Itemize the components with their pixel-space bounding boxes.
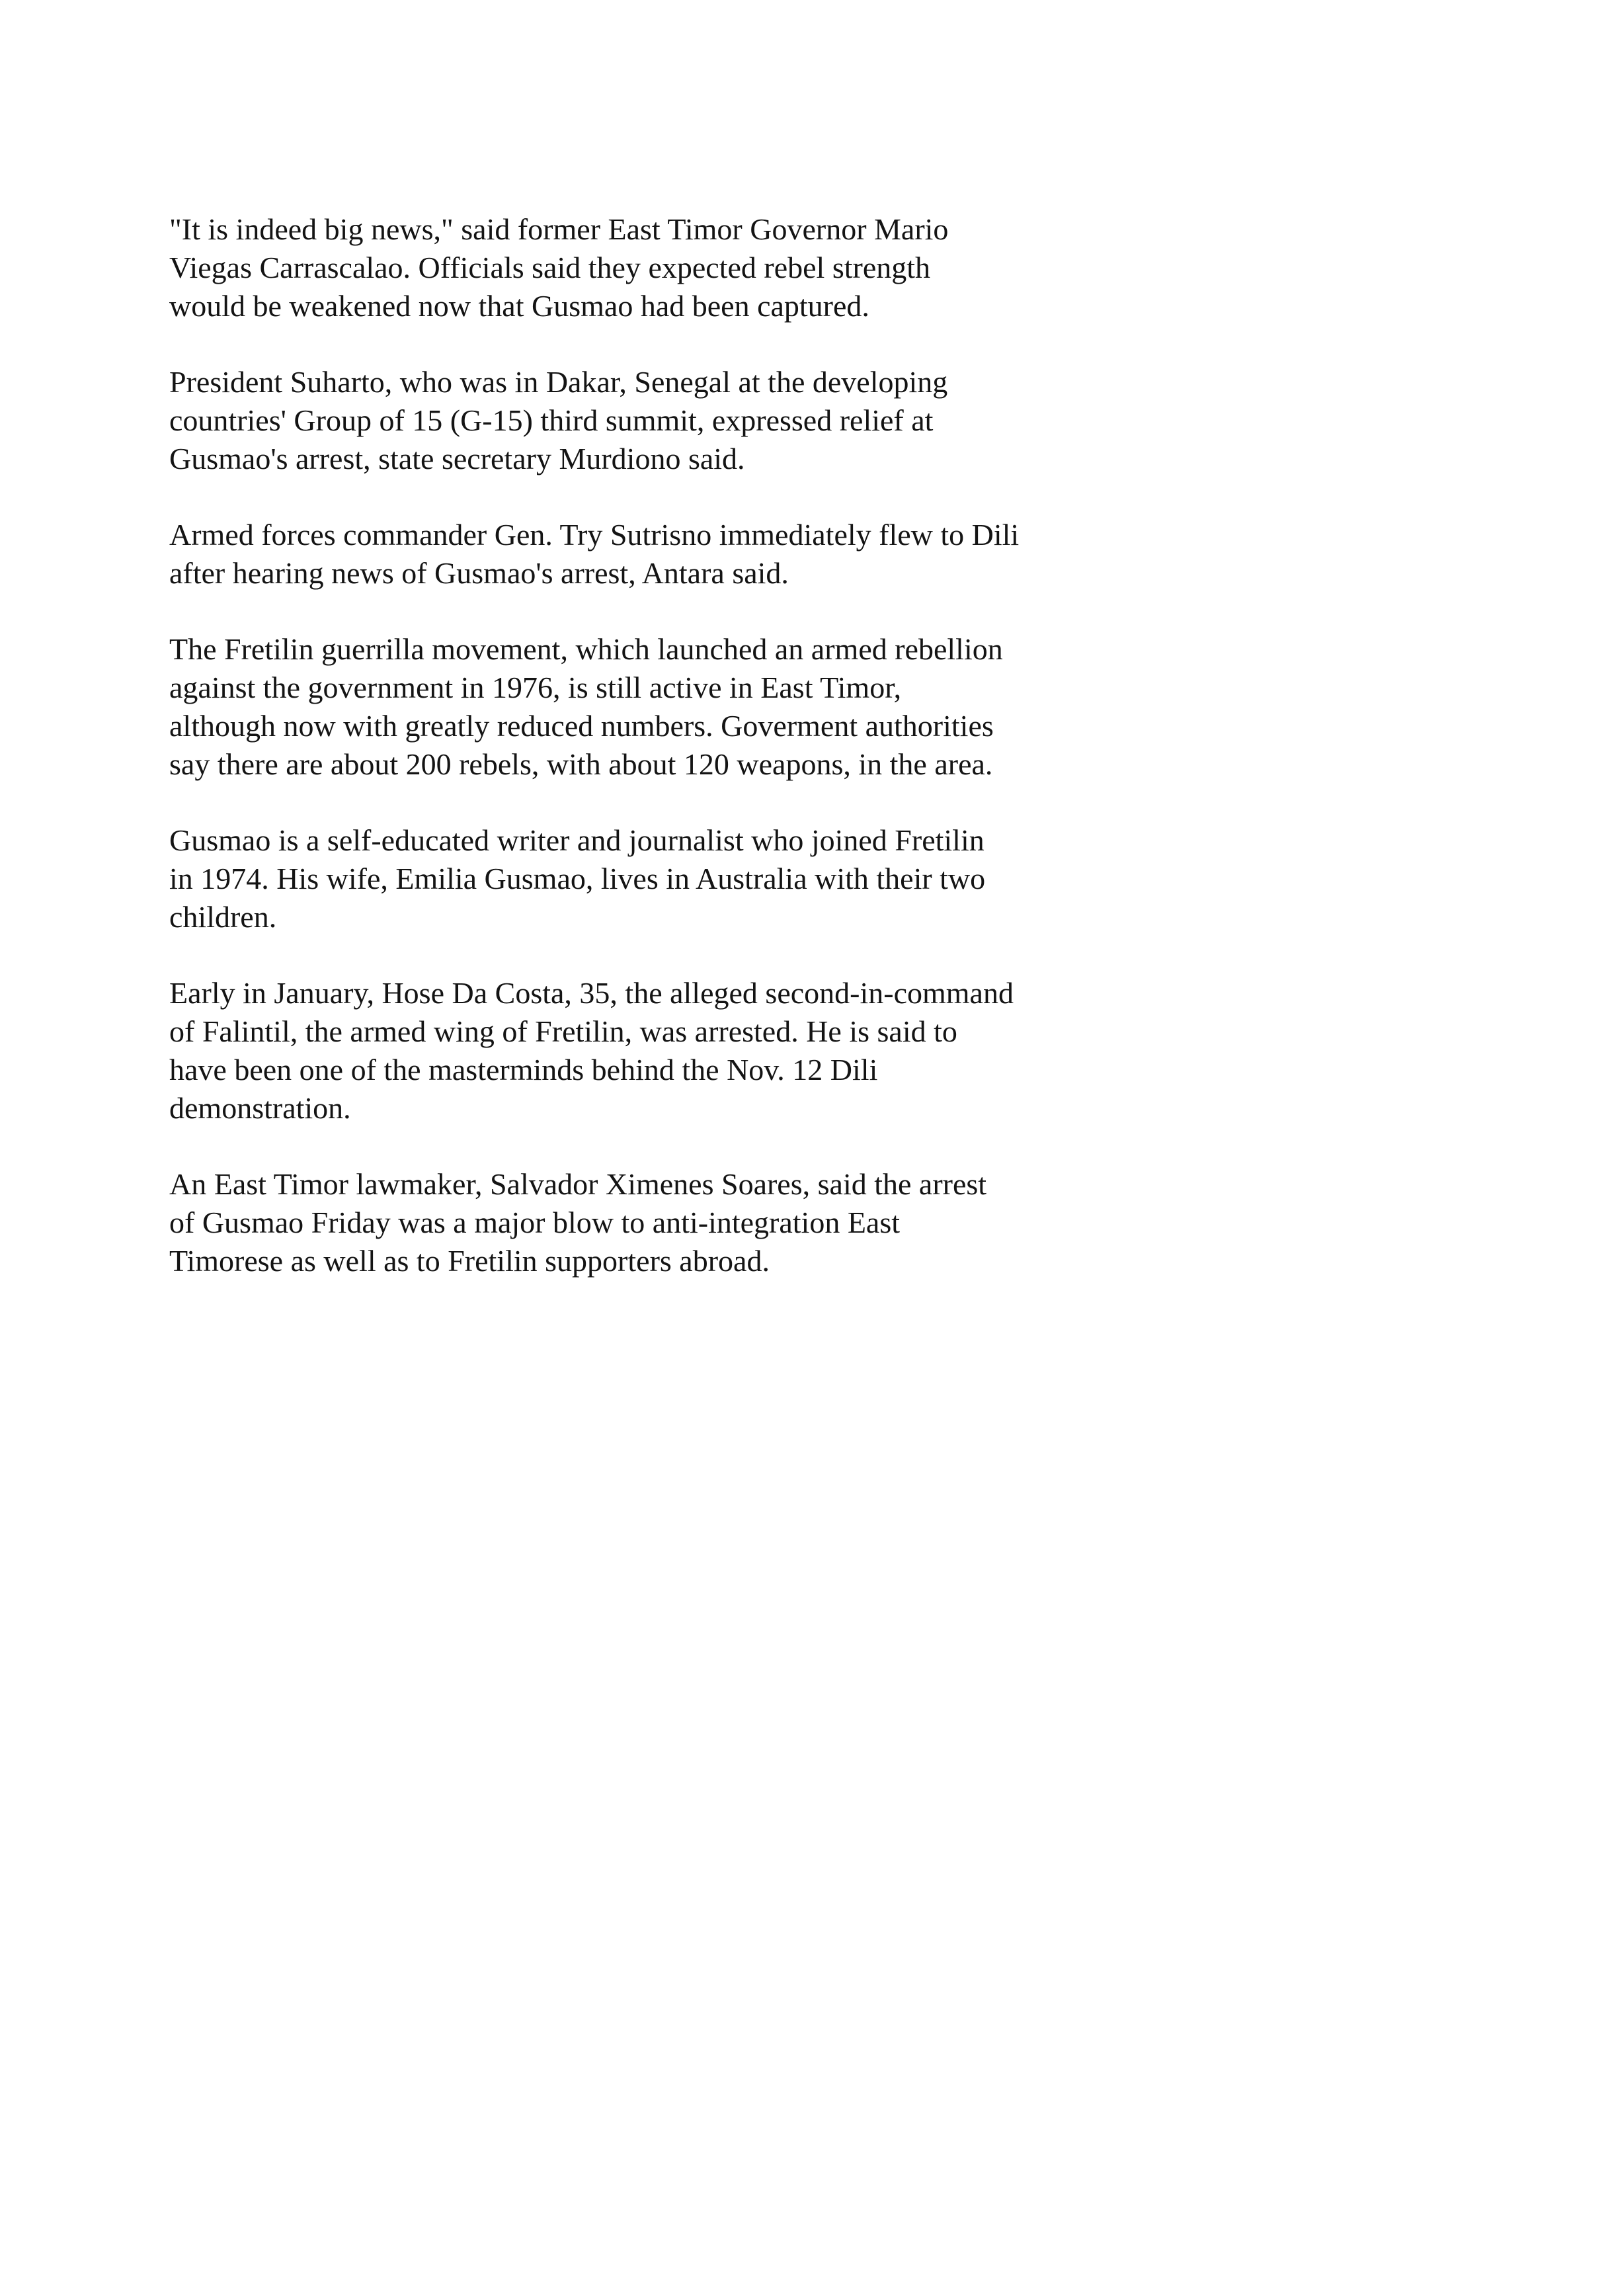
paragraph-7 bbox=[169, 1165, 1359, 1280]
text-line: demonstration. bbox=[169, 1091, 351, 1125]
text-line: say there are about 200 rebels, with about 120 weapons, in the area. bbox=[169, 747, 993, 781]
text-line: of Gusmao Friday was a major blow to anti-integration East bbox=[169, 1206, 901, 1239]
text-line: have been one of the masterminds behind the Nov. 12 Dili bbox=[169, 1053, 878, 1086]
text-line: Timorese as well as to Fretilin supporters abroad. bbox=[169, 1244, 770, 1278]
article-body bbox=[169, 210, 1359, 1318]
paragraph-4 bbox=[169, 630, 1359, 784]
text-line: Armed forces commander Gen. Try Sutrisno immediately flew to Dili bbox=[169, 518, 1020, 552]
text-line: of Falintil, the armed wing of Fretilin, was arrested. He is said to bbox=[169, 1014, 957, 1048]
text-line: children. bbox=[169, 900, 277, 934]
text-line: An East Timor lawmaker, Salvador Ximenes Soares, said the arrest bbox=[169, 1167, 987, 1201]
paragraph-6 bbox=[169, 974, 1359, 1128]
text-line: countries' Group of 15 (G-15) third summit, expressed relief at bbox=[169, 403, 934, 437]
text-line: Viegas Carrascalao. Officials said they expected rebel strength bbox=[169, 251, 931, 284]
paragraph-2 bbox=[169, 363, 1359, 478]
paragraph-3 bbox=[169, 516, 1359, 593]
paragraph-5 bbox=[169, 821, 1359, 936]
text-line: would be weakened now that Gusmao had been captured. bbox=[169, 289, 869, 323]
text-line: Gusmao is a self-educated writer and journalist who joined Fretilin bbox=[169, 823, 985, 857]
text-line: Early in January, Hose Da Costa, 35, the alleged second-in-command bbox=[169, 976, 1014, 1010]
text-line: Gusmao's arrest, state secretary Murdiono said. bbox=[169, 442, 745, 475]
text-line: President Suharto, who was in Dakar, Senegal at the developing bbox=[169, 365, 948, 399]
paragraph-1 bbox=[169, 210, 1359, 325]
text-line: although now with greatly reduced numbers. Goverment authorities bbox=[169, 709, 994, 743]
text-line: against the government in 1976, is still active in East Timor, bbox=[169, 671, 902, 704]
text-line: "It is indeed big news," said former East Timor Governor Mario bbox=[169, 212, 949, 246]
text-line: after hearing news of Gusmao's arrest, Antara said. bbox=[169, 556, 789, 590]
text-line: in 1974. His wife, Emilia Gusmao, lives in Australia with their two bbox=[169, 862, 986, 895]
text-line: The Fretilin guerrilla movement, which launched an armed rebellion bbox=[169, 632, 1003, 666]
